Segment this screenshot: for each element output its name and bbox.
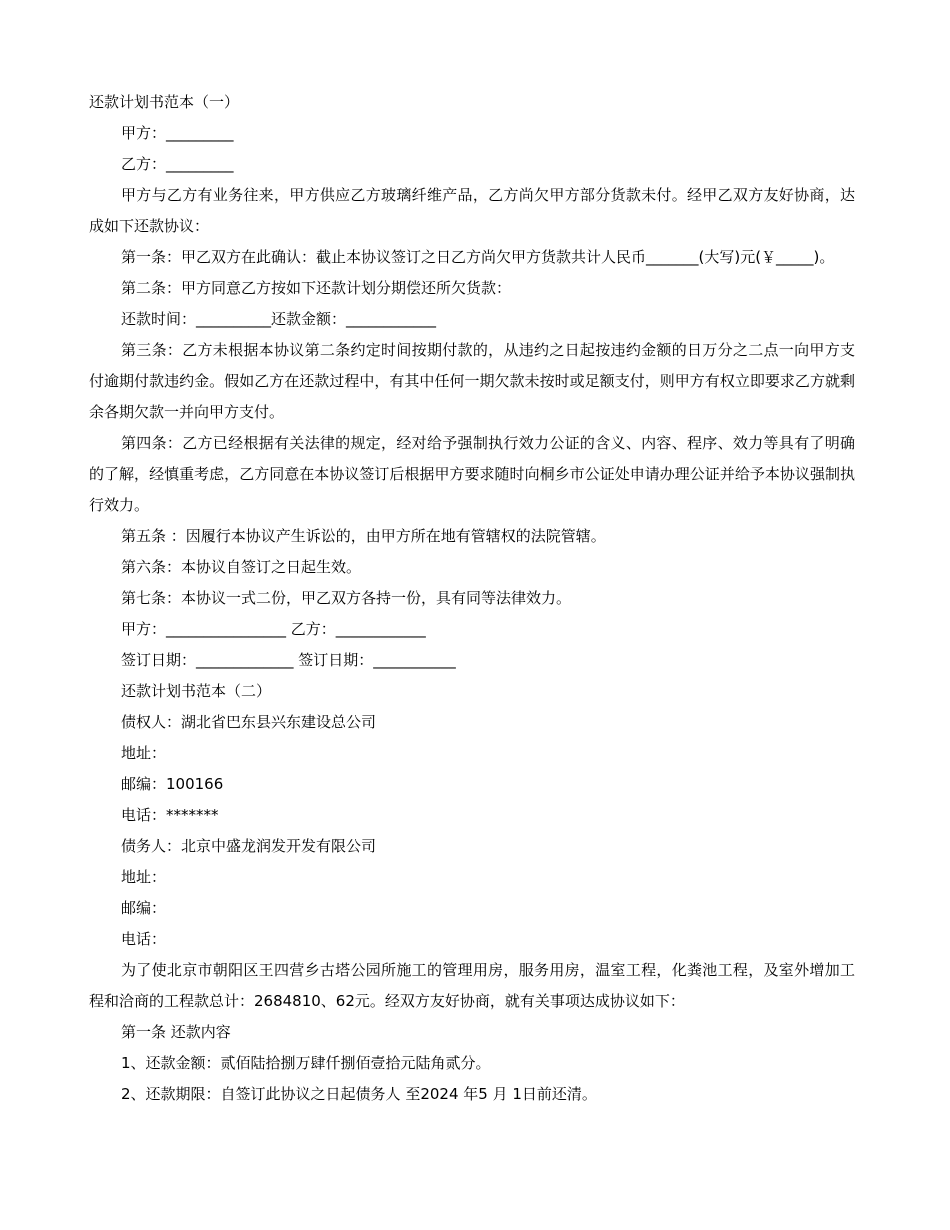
party-b-line: 乙方：_________ xyxy=(121,155,234,173)
repayment-line: 还款时间：__________还款金额：____________ xyxy=(121,310,437,328)
debtor-phone: 电话： xyxy=(121,930,167,948)
article-1: 第一条：甲乙双方在此确认：截止本协议签订之日乙方尚欠甲方货款共计人民币_______(大写)元(￥_____)。 xyxy=(121,248,835,266)
party-a-line: 甲方：_________ xyxy=(121,124,234,142)
creditor-postcode: 邮编：100166 xyxy=(121,775,224,793)
repayment-deadline-item: 2、还款期限：自签订此协议之日起债务人 至2024 年5 月 1日前还清。 xyxy=(121,1085,597,1103)
article-3: 第三条：乙方未根据本协议第二条约定时间按期付款的，从违约之日起按违约金额的日万分之二点一向甲方支付逾期付款违约金。假如乙方在还款过程中，有其中任何一期欠款未按时或足额支付，则甲方有权立即要求乙方就剩余各期欠款一并向甲方支付。 xyxy=(89,341,855,421)
article-2: 第二条：甲方同意乙方按如下还款计划分期偿还所欠货款： xyxy=(121,279,512,297)
doc-title-1: 还款计划书范本（一） xyxy=(89,93,240,111)
intro-paragraph: 甲方与乙方有业务往来，甲方供应乙方玻璃纤维产品，乙方尚欠甲方部分货款未付。经甲乙双方友好协商，达成如下还款协议： xyxy=(89,186,855,235)
debtor-postcode: 邮编： xyxy=(121,899,167,917)
repayment-amount-item: 1、还款金额：贰佰陆拾捌万肆仟捌佰壹拾元陆角贰分。 xyxy=(121,1054,491,1072)
article-4: 第四条：乙方已经根据有关法律的规定，经对给予强制执行效力公证的含义、内容、程序、效力等具有了明确的了解，经慎重考虑，乙方同意在本协议签订后根据甲方要求随时向桐乡市公证处申请办理公证并给予本协议强制执行效力。 xyxy=(89,434,855,514)
article-6: 第六条：本协议自签订之日起生效。 xyxy=(121,558,362,576)
section-1-heading: 第一条 还款内容 xyxy=(121,1023,231,1041)
debtor-address: 地址： xyxy=(121,868,167,886)
document-body xyxy=(89,87,855,1110)
signature-dates: 签订日期：_____________ 签订日期：___________ xyxy=(121,651,456,669)
signature-parties: 甲方：________________ 乙方：____________ xyxy=(121,620,426,638)
creditor-address: 地址： xyxy=(121,744,167,762)
creditor-line: 债权人：湖北省巴东县兴东建设总公司 xyxy=(121,713,377,731)
creditor-phone: 电话：******* xyxy=(121,806,219,824)
doc-title-2: 还款计划书范本（二） xyxy=(121,682,272,700)
article-5: 第五条 ：因履行本协议产生诉讼的，由甲方所在地有管辖权的法院管辖。 xyxy=(121,527,606,545)
article-7: 第七条：本协议一式二份，甲乙双方各持一份，具有同等法律效力。 xyxy=(121,589,572,607)
debtor-line: 债务人：北京中盛龙润发开发有限公司 xyxy=(121,837,377,855)
intro-paragraph-2: 为了使北京市朝阳区王四营乡古塔公园所施工的管理用房，服务用房，温室工程，化粪池工程，及室外增加工程和洽商的工程款总计：2684810、62元。经双方友好协商，就有关事项达成协议如下： xyxy=(89,961,855,1010)
